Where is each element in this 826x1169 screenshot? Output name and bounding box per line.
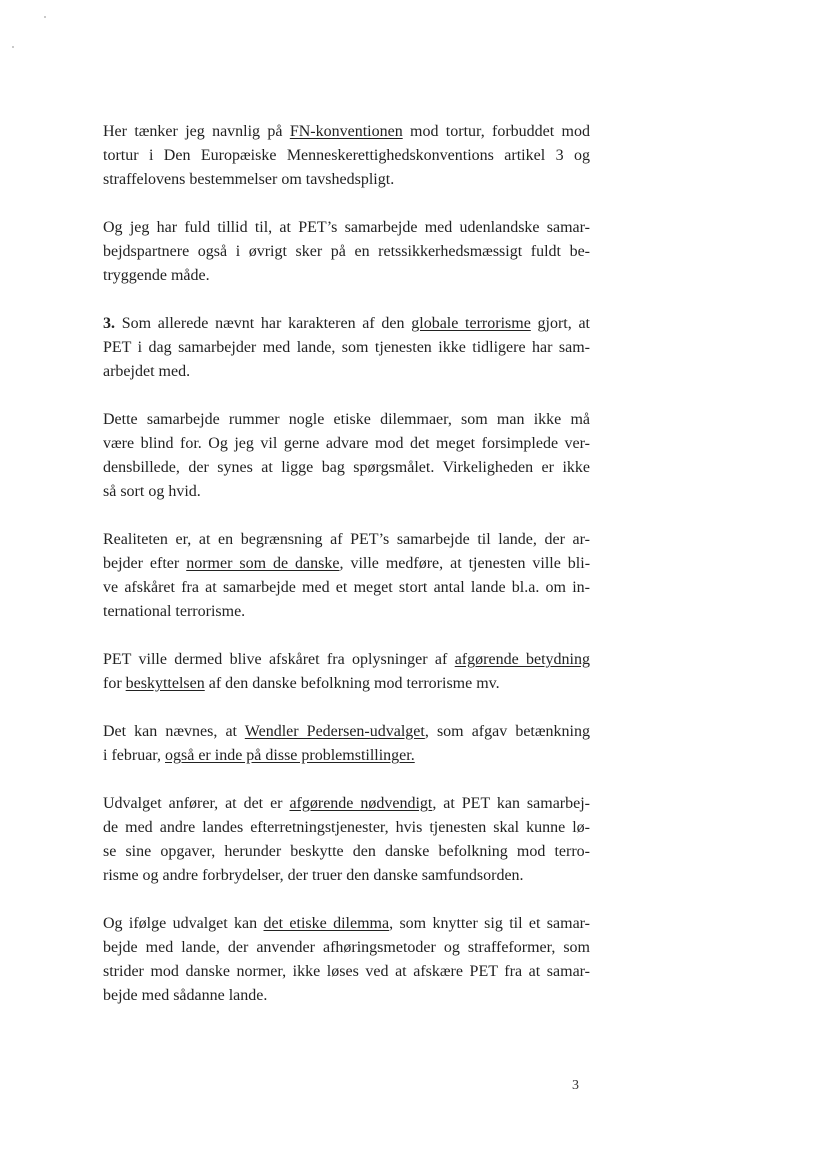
scan-speck xyxy=(44,16,46,18)
underlined-text: også er inde på disse problemstillinger. xyxy=(165,747,415,764)
text-segment: risme og andre forbrydelser, der truer den danske samfundsorden. xyxy=(103,867,524,884)
underlined-text: beskyttelsen xyxy=(125,675,205,692)
text-line xyxy=(103,816,590,840)
text-line xyxy=(103,648,590,672)
underlined-text: globale terrorisme xyxy=(411,315,531,332)
text-line xyxy=(103,432,590,456)
text-line xyxy=(103,744,590,768)
paragraph-2 xyxy=(103,216,590,288)
text-line xyxy=(103,912,590,936)
page-number: 3 xyxy=(572,1078,579,1093)
text-line xyxy=(103,456,590,480)
text-segment: , som knytter sig til et samar- xyxy=(389,915,591,932)
text-line xyxy=(103,960,590,984)
text-segment: de med andre landes efterretningstjenester, hvis tjenesten skal kunne lø- xyxy=(103,819,590,836)
underlined-text: afgørende nødvendigt xyxy=(289,795,433,812)
text-segment: Som allerede nævnt har karakteren af den xyxy=(115,315,412,332)
text-segment: være blind for. Og jeg vil gerne advare mod det meget forsimplede ver- xyxy=(103,435,590,452)
text-segment: Her tænker jeg navnlig på xyxy=(103,123,290,140)
text-segment: Realiteten er, at en begrænsning af PET’s samarbejde til lande, der ar- xyxy=(103,531,590,548)
paragraph-5 xyxy=(103,528,590,624)
text-segment: se sine opgaver, herunder beskytte den danske befolkning mod terro- xyxy=(103,843,590,860)
paragraph-8 xyxy=(103,792,590,888)
text-segment: densbillede, der synes at ligge bag spørgsmålet. Virkeligheden er ikke xyxy=(103,459,590,476)
document-body xyxy=(103,120,590,1032)
text-segment: strider mod danske normer, ikke løses ved at afskære PET fra at samar- xyxy=(103,963,590,980)
text-line xyxy=(103,168,590,192)
text-segment: tortur i Den Europæiske Menneskerettighedskonventions artikel 3 og xyxy=(103,147,590,164)
text-segment: , ville medføre, at tjenesten ville bli- xyxy=(339,555,591,572)
text-line xyxy=(103,840,590,864)
text-segment: tryggende måde. xyxy=(103,267,210,284)
text-segment: bejder efter xyxy=(103,555,187,572)
text-segment: arbejdet med. xyxy=(103,363,191,380)
text-line xyxy=(103,672,590,696)
text-line xyxy=(103,600,590,624)
paragraph-1 xyxy=(103,120,590,192)
text-segment: PET ville dermed blive afskåret fra oplysninger af xyxy=(103,651,455,668)
text-line xyxy=(103,936,590,960)
text-line xyxy=(103,792,590,816)
text-line xyxy=(103,552,590,576)
text-segment: bejdspartnere også i øvrigt sker på en retssikkerhedsmæssigt fuldt be- xyxy=(103,243,590,260)
text-line xyxy=(103,336,590,360)
text-segment: PET i dag samarbejder med lande, som tjenesten ikke tidligere har sam- xyxy=(103,339,590,356)
text-line xyxy=(103,480,590,504)
text-segment: , som afgav betænkning xyxy=(424,723,590,740)
text-segment: straffelovens bestemmelser om tavshedspligt. xyxy=(103,171,395,188)
section-number: 3. xyxy=(103,315,115,332)
text-line xyxy=(103,720,590,744)
text-segment: Dette samarbejde rummer nogle etiske dilemmaer, som man ikke må xyxy=(103,411,590,428)
text-line xyxy=(103,360,590,384)
text-line xyxy=(103,144,590,168)
text-segment: ternational terrorisme. xyxy=(103,603,246,620)
text-line xyxy=(103,264,590,288)
paragraph-7 xyxy=(103,720,590,768)
text-segment: ve afskåret fra at samarbejde med et meget stort antal lande bl.a. om in- xyxy=(103,579,590,596)
paragraph-3 xyxy=(103,312,590,384)
text-segment: for xyxy=(103,675,126,692)
text-segment: i februar, xyxy=(103,747,165,764)
text-line xyxy=(103,984,590,1008)
text-segment: af den danske befolkning mod terrorisme mv. xyxy=(204,675,500,692)
underlined-text: FN-konventionen xyxy=(289,123,403,140)
paragraph-9 xyxy=(103,912,590,1008)
text-segment: Det kan nævnes, at xyxy=(103,723,245,740)
text-segment: bejde med sådanne lande. xyxy=(103,987,268,1004)
text-segment: gjort, at xyxy=(530,315,591,332)
text-segment: så sort og hvid. xyxy=(103,483,201,500)
paragraph-4 xyxy=(103,408,590,504)
text-segment: Og ifølge udvalget kan xyxy=(103,915,264,932)
text-segment: Og jeg har fuld tillid til, at PET’s samarbejde med udenlandske samar- xyxy=(103,219,590,236)
text-line xyxy=(103,216,590,240)
text-line xyxy=(103,120,590,144)
text-line xyxy=(103,408,590,432)
underlined-text: Wendler Pedersen-udvalget xyxy=(244,723,425,740)
text-segment: bejde med lande, der anvender afhøringsmetoder og straffeformer, som xyxy=(103,939,590,956)
text-line xyxy=(103,528,590,552)
text-segment: , at PET kan samarbej- xyxy=(432,795,591,812)
underlined-text: det etiske dilemma xyxy=(263,915,390,932)
text-line xyxy=(103,864,590,888)
text-segment: mod tortur, forbuddet mod xyxy=(402,123,590,140)
underlined-text: afgørende betydning xyxy=(454,651,591,668)
text-segment: Udvalget anfører, at det er xyxy=(103,795,290,812)
underlined-text: normer som de danske xyxy=(186,555,340,572)
paragraph-6 xyxy=(103,648,590,696)
scan-speck xyxy=(12,46,14,48)
text-line xyxy=(103,312,590,336)
text-line xyxy=(103,240,590,264)
text-line xyxy=(103,576,590,600)
